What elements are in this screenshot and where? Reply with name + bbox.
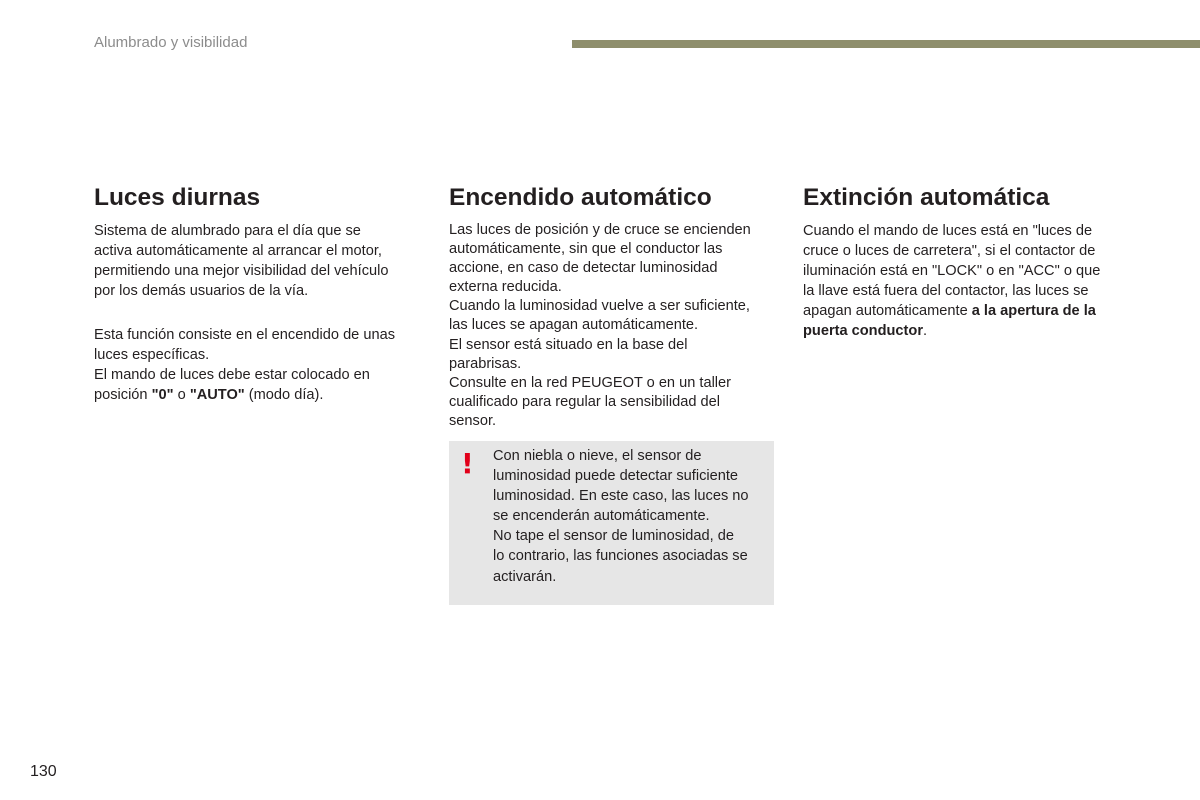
text-line: Las luces de posición y de cruce se encienden [449, 222, 751, 238]
text-line: iluminación está en "LOCK" o en "ACC" o que [803, 263, 1101, 279]
text-line: activa automáticamente al arrancar el motor, [94, 243, 382, 259]
heading-extincion-automatica: Extinción automática [803, 184, 1050, 211]
text-line: cruce o luces de carretera", si el contactor de [803, 243, 1096, 259]
page-number: 130 [30, 763, 57, 780]
text-line: accione, en caso de detectar luminosidad [449, 260, 718, 277]
text-line: El sensor está situado en la base del [449, 336, 688, 353]
text-line: luminosidad puede detectar suficiente [493, 468, 739, 485]
bold-auto: "AUTO" [189, 387, 245, 403]
text-line: externa reducida. [449, 279, 562, 296]
text-line: posición "0" o "AUTO" (modo día). [94, 387, 324, 403]
text-line: por los demás usuarios de la vía. [94, 283, 309, 299]
text-line: permitiendo una mejor visibilidad del vehículo [94, 263, 389, 279]
text-line: El mando de luces debe estar colocado en [94, 367, 370, 383]
column-luces-diurnas [94, 183, 424, 405]
text-line: lo contrario, las funciones asociadas se [493, 548, 748, 565]
section-title: Alumbrado y visibilidad [94, 34, 248, 51]
bold-zero: "0" [151, 387, 174, 403]
bold-apertura: a la apertura de la [971, 303, 1096, 319]
header-bar [572, 40, 1200, 48]
warning-text [493, 446, 749, 587]
text-line: parabrisas. [449, 355, 522, 372]
bold-puerta-conductor: puerta conductor [803, 323, 923, 339]
exclamation-icon: ! [461, 447, 474, 480]
text-line: Consulte en la red PEUGEOT o en un taller [449, 374, 732, 391]
warning-box [449, 441, 774, 605]
text-line: Sistema de alumbrado para el día que se [94, 223, 361, 239]
text-line: Cuando el mando de luces está en "luces de [803, 223, 1093, 239]
text-line: se encenderán automáticamente. [493, 508, 710, 525]
column-encendido-automatico [449, 183, 779, 431]
column-extincion-automatica [803, 183, 1133, 341]
text-line: la llave está fuera del contactor, las luces se [803, 283, 1089, 299]
text-line: luminosidad. En este caso, las luces no [493, 488, 749, 505]
text-line: las luces se apagan automáticamente. [449, 317, 699, 334]
heading-encendido-automatico: Encendido automático [449, 184, 712, 211]
text-line: sensor. [449, 412, 497, 429]
heading-luces-diurnas: Luces diurnas [94, 184, 261, 211]
text-line: automáticamente, sin que el conductor las [449, 241, 723, 258]
text-line: Esta función consiste en el encendido de unas [94, 327, 396, 343]
text-line: cualificado para regular la sensibilidad del [449, 393, 720, 410]
text-line: Cuando la luminosidad vuelve a ser suficiente, [449, 298, 750, 315]
text-line: luces específicas. [94, 347, 210, 363]
text-line: activarán. [493, 568, 557, 585]
text-line: Con niebla o nieve, el sensor de [493, 448, 702, 464]
text-line: puerta conductor. [803, 323, 928, 339]
text-line: apagan automáticamente a la apertura de la [803, 303, 1096, 319]
text-line: No tape el sensor de luminosidad, de [493, 528, 734, 545]
